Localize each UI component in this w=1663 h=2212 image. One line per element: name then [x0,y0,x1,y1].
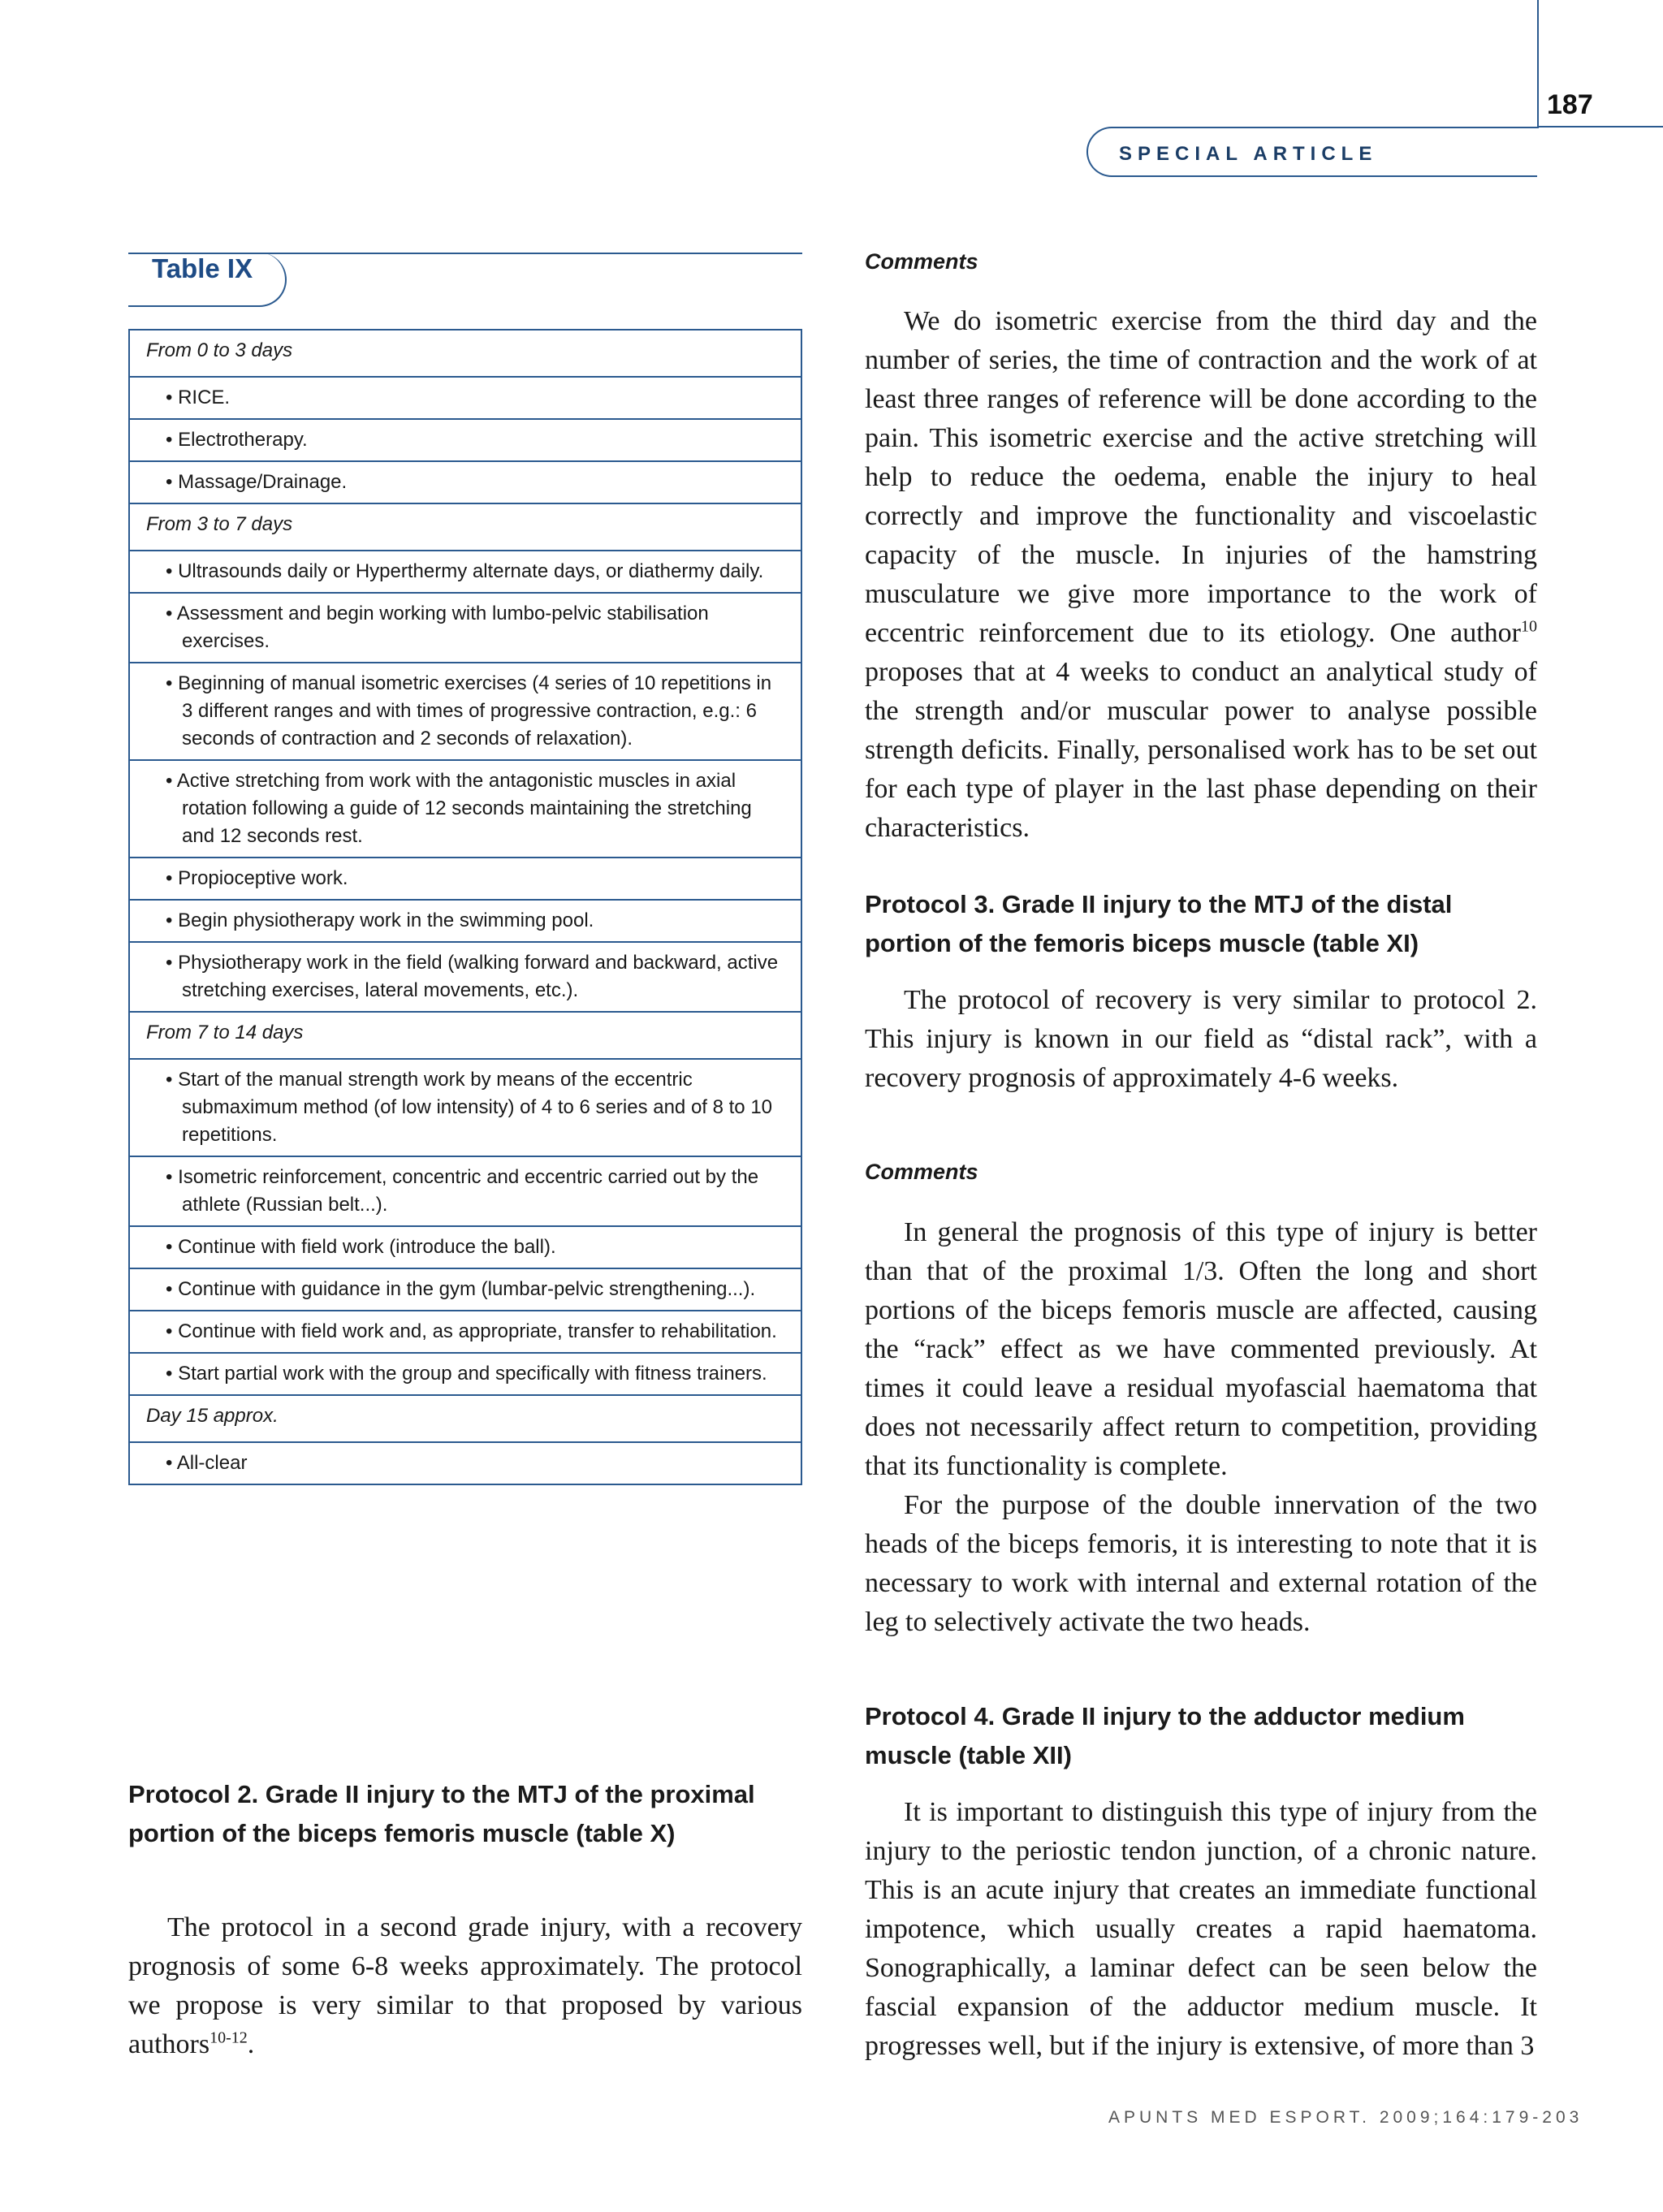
item-cell [129,1268,801,1311]
item-cell [129,551,801,593]
comments2-paragraph-1: In general the prognosis of this type of injury is better than that of the proximal 1/3. Often the long and short portions of the biceps femoris muscle are affected, causing the “rack” effect as we have commented previously. At times it could leave a residual myofascial haematoma that does not necessarily affect return to competition, providing that its functionality is complete. [865,1217,1537,1481]
item-text: • Active stretching from work with the antagonistic muscles in axial rotation following a guide of 12 seconds maintaining the stretching and 12 seconds rest. [166,770,752,847]
item-text: • RICE. [166,387,231,408]
protocol2-end: . [247,2029,255,2059]
journal-citation: APUNTS MED ESPORT. 2009;164:179-203 [1108,2108,1583,2127]
period-cell [129,1012,801,1059]
period-cell [129,503,801,551]
item-cell [129,1156,801,1226]
protocol3-heading: Protocol 3. Grade II injury to the MTJ of the distal portion of the femoris biceps muscle (table XI) [865,890,1453,957]
comments1-text-b: proposes that at 4 weeks to conduct an analytical study of the strength and/or muscular power to analyse possible strength deficits. Finally, personalised work has to be set out for each type of player in the last phase depending on their characteristics. [865,657,1537,843]
table-period-row [129,1395,801,1442]
table-row [129,1156,801,1226]
comments2-paragraph-2: For the purpose of the double innervation of the two heads of the biceps femoris, it is interesting to note that it is necessary to work with internal and external rotation of the leg to selectively activate the two heads. [865,1490,1537,1637]
item-cell [129,593,801,663]
protocol4-body [865,1793,1537,2066]
item-text: • Start of the manual strength work by means of the eccentric submaximum method (of low intensity) of 4 to 6 series and of 8 to 10 repetitions. [166,1069,773,1146]
table-row [129,419,801,461]
protocol3-paragraph: The protocol of recovery is very similar to protocol 2. This injury is known in our field as “distal rack”, with a recovery prognosis of approximately 4-6 weeks. [865,985,1537,1093]
item-cell [129,1226,801,1268]
period-cell [129,330,801,377]
item-text: • All-clear [166,1452,248,1474]
item-text: • Isometric reinforcement, concentric and eccentric carried out by the athlete (Russian belt...). [166,1166,759,1216]
item-cell [129,900,801,942]
header-page-rule [1539,126,1663,127]
table-row [129,663,801,760]
protocol2-body [128,1908,802,2064]
table-body [129,330,801,1484]
comments1-heading: Comments [865,249,978,274]
section-label: SPECIAL ARTICLE [1119,143,1378,165]
protocol2-heading: Protocol 2. Grade II injury to the MTJ of the proximal portion of the biceps femoris muscle (table X) [128,1780,755,1847]
item-text: • Start partial work with the group and specifically with fitness trainers. [166,1363,767,1385]
period-label: From 0 to 3 days [146,339,293,361]
item-text: • Assessment and begin working with lumbo-pelvic stabilisation exercises. [166,603,709,652]
item-text: • Continue with field work and, as appropriate, transfer to rehabilitation. [166,1320,777,1342]
comments1-text-a: We do isometric exercise from the third day and the number of series, the time of contraction and the work of at least three ranges of reference will be done according to the pain. This isometric exercise and the active stretching will help to reduce the oedema, enable the injury to heal correctly and improve the functionality and viscoelastic capacity of the muscle. In injuries of the hamstring musculature we give more importance to the work of eccentric reinforcement due to its etiology. One author [865,306,1537,648]
reference-superscript: 10 [1521,617,1537,636]
table-period-row [129,330,801,377]
table-row [129,593,801,663]
protocol2-paragraph [128,1908,802,2064]
table-row [129,461,801,503]
table-row [129,760,801,858]
period-label: From 7 to 14 days [146,1022,304,1043]
table-row [129,942,801,1012]
item-cell [129,1059,801,1156]
comments1-paragraph [865,302,1537,848]
page-number: 187 [1547,89,1593,120]
comments1-body [865,302,1537,848]
item-cell [129,419,801,461]
item-cell [129,942,801,1012]
item-text: • Beginning of manual isometric exercises (4 series of 10 repetitions in 3 different ranges and with times of progressive contraction, e.g.: 6 seconds of contraction and 2 seconds of relaxation). [166,672,772,750]
item-cell [129,1353,801,1395]
table-period-row [129,1012,801,1059]
period-label: Day 15 approx. [146,1405,279,1427]
table-row [129,1059,801,1156]
item-text: • Electrotherapy. [166,429,308,451]
comments2-body [865,1213,1537,1642]
item-cell [129,663,801,760]
item-cell [129,858,801,900]
item-text: • Continue with guidance in the gym (lumbar-pelvic strengthening...). [166,1278,756,1300]
protocol2-text: The protocol in a second grade injury, with a recovery prognosis of some 6-8 weeks approximately. The protocol we propose is very similar to that proposed by various authors [128,1912,802,2059]
item-cell [129,377,801,419]
table-row [129,858,801,900]
item-text: • Continue with field work (introduce the ball). [166,1236,556,1258]
header-vertical-rule [1537,0,1539,128]
table-row [129,1311,801,1353]
item-cell [129,461,801,503]
item-text: • Begin physiotherapy work in the swimming pool. [166,909,594,931]
item-cell [129,1311,801,1353]
table-row [129,1353,801,1395]
item-text: • Massage/Drainage. [166,471,348,493]
protocol4-heading: Protocol 4. Grade II injury to the adductor medium muscle (table XII) [865,1702,1465,1769]
table-row [129,1226,801,1268]
comments2-heading: Comments [865,1160,978,1184]
item-text: • Ultrasounds daily or Hyperthermy alternate days, or diathermy daily. [166,560,764,582]
table-row [129,1268,801,1311]
item-text: • Propioceptive work. [166,867,348,889]
period-cell [129,1395,801,1442]
item-text: • Physiotherapy work in the field (walking forward and backward, active stretching exercises, lateral movements, etc.). [166,952,779,1001]
period-label: From 3 to 7 days [146,513,293,535]
table-row [129,551,801,593]
protocol4-paragraph: It is important to distinguish this type of injury from the injury to the periostic tendon junction, of a chronic nature. This is an acute injury that creates an immediate functional impotence, which usually creates a rapid haematoma. Sonographically, a laminar defect can be seen below the fascial expansion of the adductor medium muscle. It progresses well, but if the injury is extensive, of more than 3 [865,1797,1537,2061]
protocol3-body [865,981,1537,1098]
table-period-row [129,503,801,551]
table-row [129,377,801,419]
table-title: Table IX [152,253,253,283]
table-row [129,900,801,942]
item-cell [129,1442,801,1484]
protocol-table [128,329,802,1485]
item-cell [129,760,801,858]
reference-superscript: 10-12 [209,2028,248,2047]
table-row [129,1442,801,1484]
